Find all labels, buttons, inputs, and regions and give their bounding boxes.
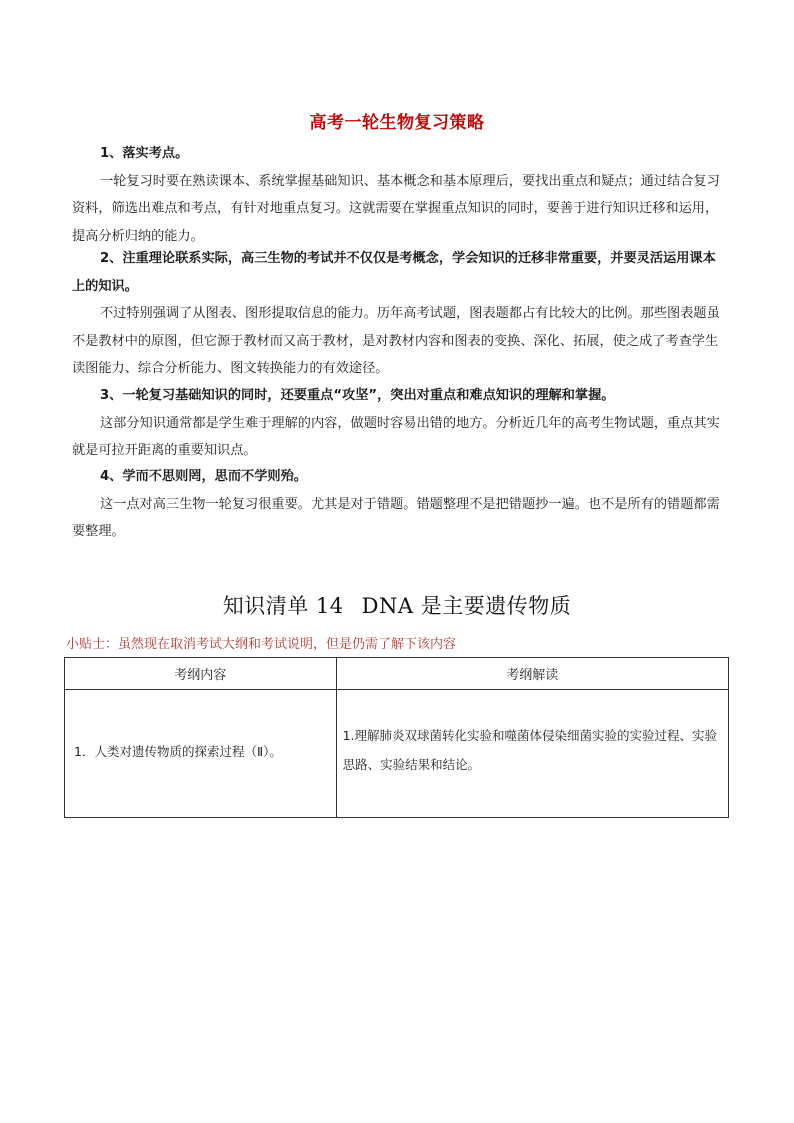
section-body: 这一点对高三生物一轮复习很重要。尤其是对于错题。错题整理不是把错题抄一遍。也不是所有的错题都需要整理。	[72, 496, 720, 539]
section-body: 不过特别强调了从图表、图形提取信息的能力。历年高考试题，图表题都占有比较大的比例。那些图表题虽不是教材中的原图，但它源于教材而又高于教材，是对教材内容和图表的变换、深化、拓展，使之成了考查学生读图能力、综合分析能力、图文转换能力的有效途径。	[72, 306, 720, 376]
syllabus-content-cell: 1．人类对遗传物质的探索过程（Ⅱ）。	[65, 690, 337, 818]
column-header-content: 考纲内容	[65, 658, 337, 690]
section-heading: 1、落实考点。	[100, 146, 189, 161]
section-heading: 4、学而不思则罔，思而不学则殆。	[100, 469, 307, 484]
strategy-section-2	[72, 245, 724, 383]
table-header-row	[65, 658, 729, 690]
syllabus-table	[64, 657, 729, 818]
table-row	[65, 690, 729, 818]
strategy-title: 高考一轮生物复习策略	[309, 113, 485, 133]
strategy-section-3	[72, 382, 724, 465]
tip-note: 小贴士：虽然现在取消考试大纲和考试说明，但是仍需了解下该内容	[66, 637, 457, 652]
strategy-section-4	[72, 463, 724, 546]
knowledge-list-subject: DNA 是主要遗传物质	[361, 594, 572, 618]
knowledge-list-title	[0, 590, 794, 620]
syllabus-interpretation-cell: 1.理解肺炎双球菌转化实验和噬菌体侵染细菌实验的实验过程、实验思路、实验结果和结论。	[336, 690, 728, 818]
section-heading: 2、注重理论联系实际，高三生物的考试并不仅仅是考概念，学会知识的迁移非常重要，并要灵活运用课本上的知识。	[72, 251, 716, 294]
strategy-section-1	[72, 140, 724, 250]
section-body: 一轮复习时要在熟读课本、系统掌握基础知识、基本概念和基本原理后，要找出重点和疑点；通过结合复习资料，筛选出难点和考点，有针对地重点复习。这就需要在掌握重点知识的同时，要善于进行知识迁移和运用，提高分析归纳的能力。	[72, 173, 720, 244]
knowledge-list-number: 知识清单 14	[222, 594, 344, 618]
section-heading: 3、一轮复习基础知识的同时，还要重点“攻坚”，突出对重点和难点知识的理解和掌握。	[100, 388, 615, 403]
column-header-interpretation: 考纲解读	[336, 658, 728, 690]
section-body: 这部分知识通常都是学生难于理解的内容，做题时容易出错的地方。分析近几年的高考生物试题，重点其实就是可拉开距离的重要知识点。	[72, 415, 720, 458]
